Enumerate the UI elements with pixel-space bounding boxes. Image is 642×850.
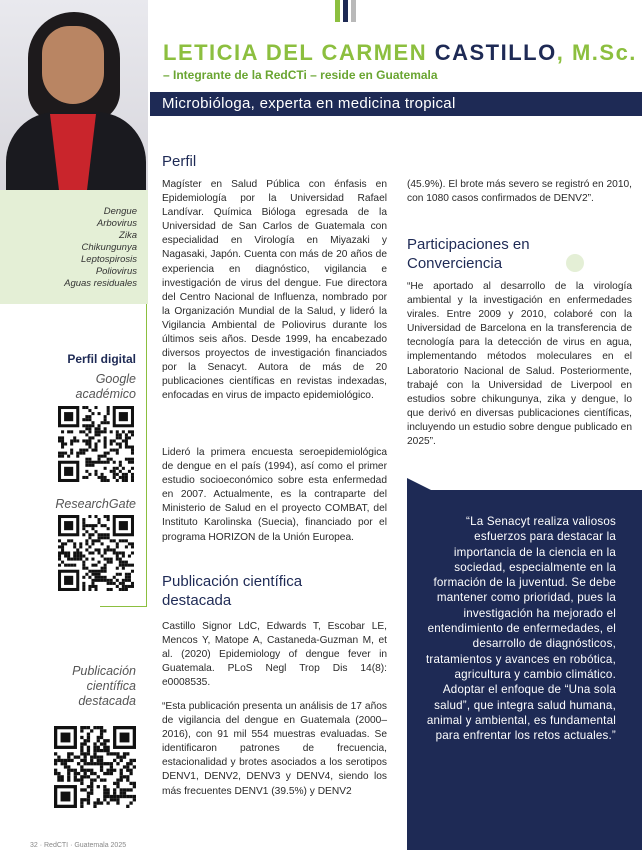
publication-citation: Castillo Signor LdC, Edwards T, Escobar LE, Mencos Y, Matope A, Castaneda-Guzman M, et al. (2020) Epidemiology of dengue fever in Guatemala. PLoS Negl Trop Dis 14(8): e0008535. bbox=[162, 621, 387, 689]
perfil-digital-title: Perfil digital bbox=[67, 352, 136, 366]
topic-item: Zika bbox=[119, 230, 137, 241]
quote-notch bbox=[407, 478, 431, 490]
decorative-bar-navy bbox=[343, 0, 348, 22]
publication-qr-icon[interactable] bbox=[54, 726, 136, 808]
perfil-heading: Perfil bbox=[162, 153, 197, 170]
researchgate-qr-icon[interactable] bbox=[58, 515, 134, 591]
topic-item: Leptospirosis bbox=[81, 254, 137, 265]
name-first: LETICIA DEL CARMEN bbox=[163, 40, 435, 65]
participaciones-heading: Participaciones en Converciencia bbox=[407, 236, 530, 272]
publication-heading: Publicación científica destacada bbox=[162, 573, 303, 609]
perfil-paragraph-1: Magíster en Salud Pública con énfasis en Epidemiología por la Universidad Rafael Landívar. Química Bióloga egresada de la Universidad de San Carlos de Guatemala con especialidad en Virología en Miyazaki y Nagasaki, Japón. Cuenta con más de 20 años de experiencia en diagnóstico, vigilancia e investigación de virus del dengue. Fue directora del Centro Nacional de Influenza, nombrado por la Organización Mundial de la Salud, y lideró la Vigilancia Ambiental de Poliovirus durante los últimos seis años. Desde 1999, ha encabezado diversos proyectos de investigación financiados por la Senacyt. Autora de más de 20 publicaciones científicas en revistas indexadas, enfocadas en virus de impacto epidemiológico. bbox=[162, 179, 387, 402]
decorative-bar-green bbox=[335, 0, 340, 22]
participaciones-text: “He aportado al desarrollo de la virología ambiental y la investigación en enfermedades virales. Entre 2009 y 2010, colaboré con la Universidad de Barcelona en la transferencia de tecnología para la detección de virus en agua, implementando métodos moleculares en el Laboratorio Nacional de Salud. Posteriormente, trabajé con la Universidad de Liverpool en estudios sobre chikungunya, zika y dengue, lo que derivó en diversas publicaciones científicas, incluyendo un estudio sobre dengue publicado en 2025”. bbox=[407, 281, 632, 448]
name-last: CASTILLO bbox=[434, 40, 557, 65]
quote-text: “La Senacyt realiza valiosos esfuerzos para destacar la importancia de la ciencia en la sociedad, especialmente en la formación de la juventud. Se debe mantener como prioridad, pues la investigación ha mejorado el entendimiento de enfermedades, el desarrollo de diagnósticos, tratamientos y avances en robótica, agricultura y cambio climático. Adoptar el enfoque de “Una sola salud”, que integra salud humana, animal y ambiental, es fundamental para enfrentar los retos actuales.” bbox=[425, 515, 616, 743]
topic-item: Dengue bbox=[103, 206, 137, 217]
portrait-photo bbox=[0, 0, 148, 190]
name-degree: , M.Sc. bbox=[556, 40, 637, 65]
topic-item: Aguas residuales bbox=[64, 278, 137, 289]
sidebar-divider-foot bbox=[100, 606, 147, 607]
topic-item: Arbovirus bbox=[96, 218, 137, 229]
researchgate-label: ResearchGate bbox=[55, 497, 136, 511]
topics-box bbox=[0, 190, 148, 304]
decorative-circle bbox=[566, 254, 584, 272]
google-scholar-label: Google académico bbox=[75, 372, 136, 401]
topic-item: Chikungunya bbox=[81, 242, 137, 253]
google-scholar-qr-icon[interactable] bbox=[58, 406, 134, 482]
person-name bbox=[163, 40, 637, 66]
sidebar-divider bbox=[146, 304, 147, 606]
page-footer: 32 · RedCTI · Guatemala 2025 bbox=[30, 842, 127, 849]
topic-item: Poliovirus bbox=[95, 266, 137, 277]
perfil-paragraph-2: Lideró la primera encuesta seroepidemiológica de dengue en el país (1994), así como el primer estudio socioeconómico sobre esta enfermedad en 2007. Actualmente, es la contraparte del Ministerio de Salud en el proyecto COMBAT, del Instituto Karolinska (Suecia), financiado por el programa HORIZON de la Unión Europea. bbox=[162, 447, 387, 543]
person-subtitle: – Integrante de la RedCTi – reside en Guatemala bbox=[163, 68, 438, 82]
decorative-bar-gray bbox=[351, 0, 356, 22]
publication-qr-label: Publicación científica destacada bbox=[72, 664, 136, 708]
specialty-banner: Microbióloga, experta en medicina tropical bbox=[150, 92, 642, 116]
publication-summary: “Esta publicación presenta un análisis de 17 años de vigilancia del dengue en Guatemala (2000–2016), con 91 mil 554 muestras evaluadas. Se identificaron patrones de frecuencia, estacionalidad y brotes asociados a los serotipos DENV1, DENV2, DENV3 y DENV4, siendo los más frecuentes DENV1 (39.5%) y DENV2 bbox=[162, 701, 387, 797]
publication-summary-continued: (45.9%). El brote más severo se registró en 2010, con 1080 casos confirmados de DENV2”. bbox=[407, 179, 632, 205]
